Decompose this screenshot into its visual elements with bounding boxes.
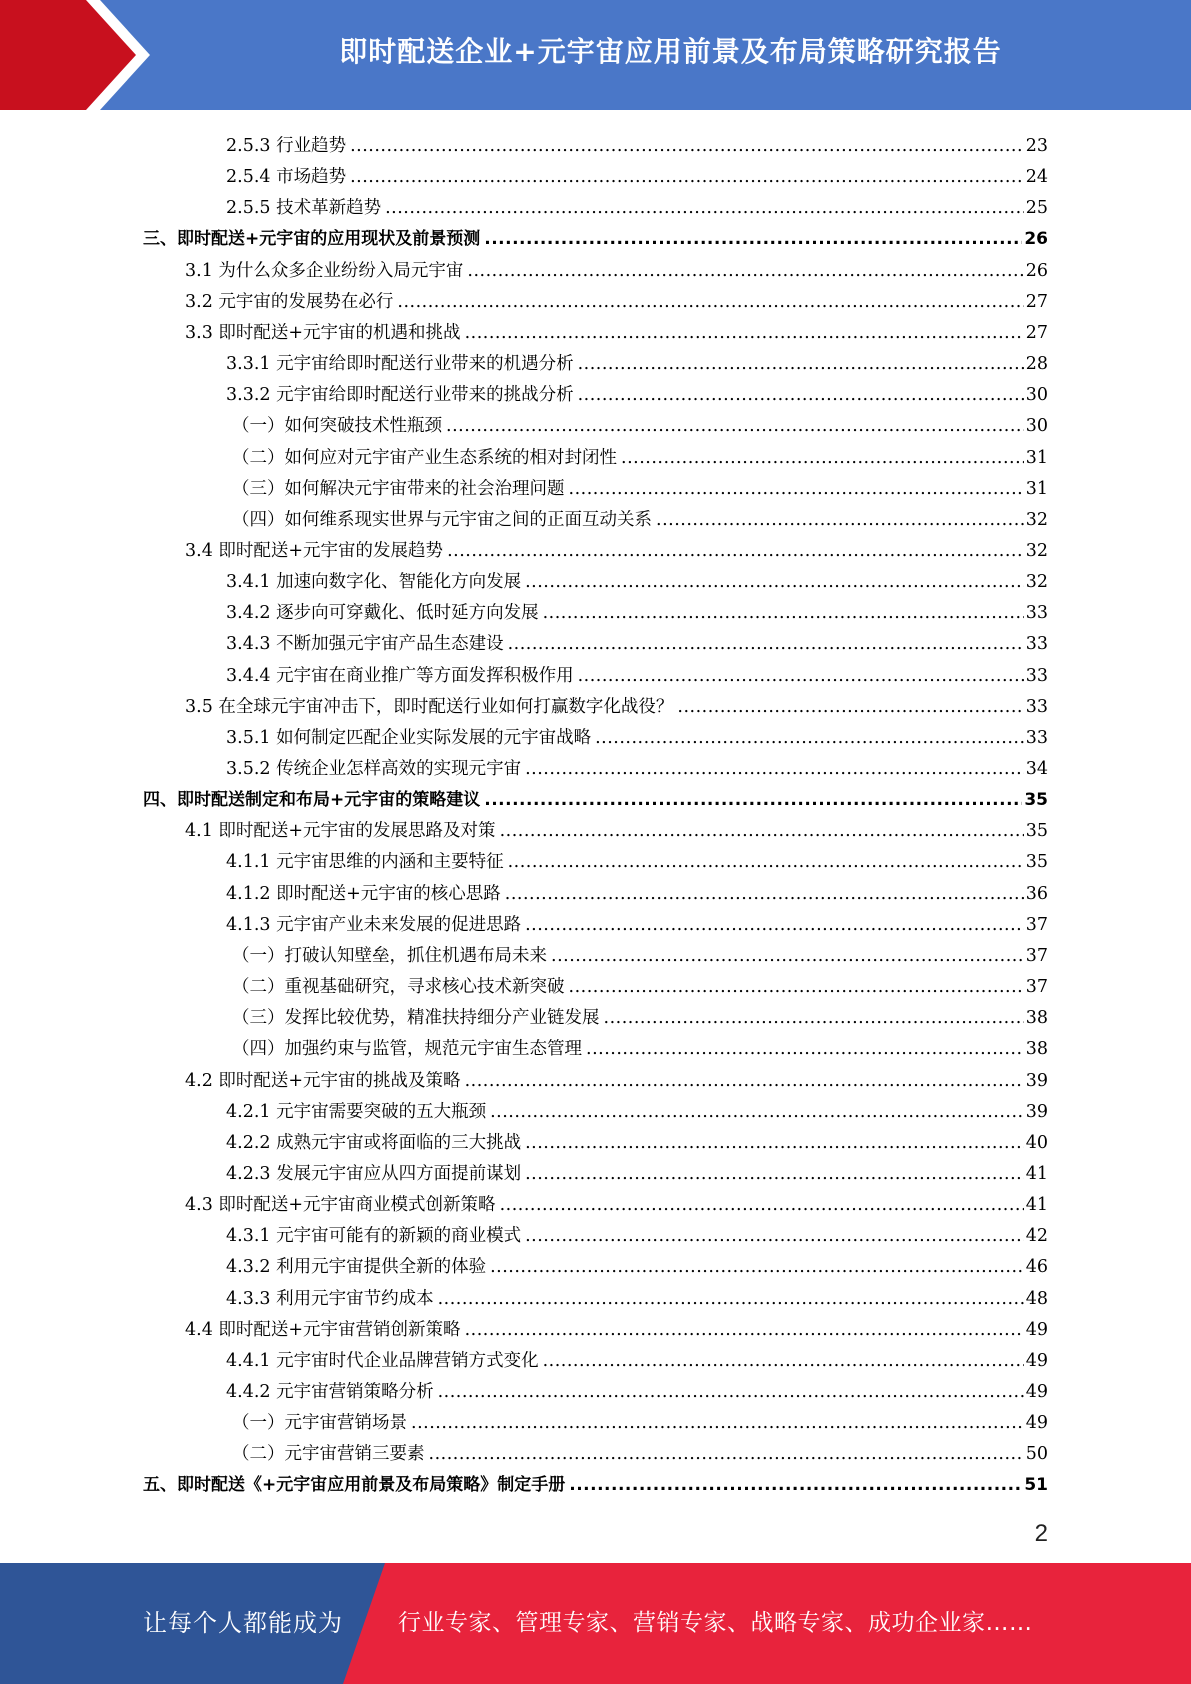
toc-entry-label: 四、即时配送制定和布局+元宇宙的策略建议 — [143, 790, 481, 811]
toc-entry-page: 41 — [1025, 1195, 1048, 1216]
toc-entry-label: （四）如何维系现实世界与元宇宙之间的正面互动关系 — [232, 509, 652, 530]
toc-entry-page: 27 — [1025, 291, 1048, 312]
toc-entry-label: 3.4 即时配送+元宇宙的发展趋势 — [185, 540, 444, 561]
toc-entry[interactable] — [226, 749, 1048, 780]
toc-leader-dots — [621, 447, 1024, 469]
toc-entry[interactable] — [143, 1465, 1048, 1496]
toc-entry[interactable] — [232, 469, 1048, 500]
toc-entry[interactable] — [226, 718, 1048, 749]
toc-leader-dots — [569, 976, 1024, 998]
toc-leader-dots — [525, 1132, 1024, 1154]
toc-entry-label: 4.3 即时配送+元宇宙商业模式创新策略 — [185, 1195, 496, 1216]
toc-entry-page: 30 — [1025, 416, 1048, 437]
toc-leader-dots — [508, 851, 1024, 873]
toc-entry-page: 49 — [1025, 1382, 1048, 1402]
toc-entry-page: 40 — [1025, 1132, 1048, 1153]
toc-entry-page: 35 — [1025, 821, 1048, 842]
toc-entry-label: （二）如何应对元宇宙产业生态系统的相对封闭性 — [232, 447, 617, 468]
toc-entry-label: 4.3.3 利用元宇宙节约成本 — [226, 1288, 434, 1309]
toc-entry[interactable] — [226, 874, 1048, 905]
toc-leader-dots — [569, 1474, 1022, 1496]
toc-entry-page: 49 — [1025, 1413, 1048, 1434]
toc-entry[interactable] — [226, 593, 1048, 624]
header-chevron-icon — [0, 0, 160, 110]
toc-entry[interactable] — [226, 1279, 1048, 1310]
footer-slogan-right: 行业专家、管理专家、营销专家、战略专家、成功企业家…… — [398, 1610, 1033, 1636]
toc-entry[interactable] — [185, 531, 1048, 562]
toc-leader-dots — [525, 571, 1024, 593]
toc-entry-label: 3.3.1 元宇宙给即时配送行业带来的机遇分析 — [226, 354, 574, 375]
toc-leader-dots — [438, 1381, 1024, 1403]
toc-entry[interactable] — [185, 1061, 1048, 1092]
toc-entry-page: 30 — [1025, 385, 1048, 406]
toc-entry-page: 37 — [1025, 914, 1048, 935]
toc-entry-page: 41 — [1025, 1163, 1048, 1184]
toc-entry-page: 49 — [1025, 1350, 1048, 1371]
toc-entry-page: 32 — [1025, 572, 1048, 593]
toc-entry-page: 32 — [1025, 540, 1048, 561]
toc-leader-dots — [525, 914, 1024, 936]
toc-leader-dots — [397, 291, 1023, 313]
toc-entry-label: （二）元宇宙营销三要素 — [232, 1444, 425, 1465]
toc-entry-page: 37 — [1025, 977, 1048, 998]
toc-entry[interactable] — [232, 936, 1048, 967]
toc-entry[interactable] — [232, 1029, 1048, 1060]
toc-entry[interactable] — [226, 1372, 1048, 1403]
footer-slogan-left: 让每个人都能成为 — [143, 1609, 343, 1637]
toc-entry-page: 23 — [1025, 136, 1048, 156]
toc-leader-dots — [578, 665, 1024, 687]
toc-entry-label: 3.1 为什么众多企业纷纷入局元宇宙 — [185, 260, 464, 281]
toc-entry-label: （三）发挥比较优势，精准扶持细分产业链发展 — [232, 1008, 600, 1029]
page-header — [0, 0, 1191, 110]
toc-leader-dots — [465, 1319, 1024, 1341]
toc-entry-label: 3.5.1 如何制定匹配企业实际发展的元宇宙战略 — [226, 727, 592, 748]
toc-entry-page: 28 — [1025, 354, 1048, 375]
toc-entry-page: 50 — [1025, 1444, 1048, 1465]
toc-entry-page: 25 — [1025, 198, 1048, 219]
toc-entry[interactable] — [232, 967, 1048, 998]
toc-leader-dots — [429, 1443, 1024, 1465]
page-footer — [0, 1563, 1191, 1684]
toc-entry[interactable] — [226, 344, 1048, 375]
toc-entry[interactable] — [226, 1154, 1048, 1185]
toc-entry-label: 4.2.1 元宇宙需要突破的五大瓶颈 — [226, 1101, 487, 1122]
toc-entry[interactable] — [185, 1185, 1048, 1216]
toc-entry-page: 38 — [1025, 1008, 1048, 1029]
toc-entry-page: 33 — [1025, 603, 1048, 624]
toc-entry-label: 4.1.3 元宇宙产业未来发展的促进思路 — [226, 914, 522, 935]
toc-leader-dots — [350, 135, 1024, 157]
toc-leader-dots — [525, 1225, 1024, 1247]
toc-entry[interactable] — [226, 562, 1048, 593]
toc-entry-page: 31 — [1025, 447, 1048, 468]
toc-leader-dots — [543, 1350, 1024, 1372]
toc-entry[interactable] — [185, 811, 1048, 842]
toc-entry-label: 3.3.2 元宇宙给即时配送行业带来的挑战分析 — [226, 385, 574, 406]
toc-entry-page: 33 — [1025, 696, 1048, 717]
toc-entry-page: 37 — [1025, 945, 1048, 966]
toc-entry-label: 3.3 即时配送+元宇宙的机遇和挑战 — [185, 322, 461, 343]
toc-entry-label: （四）加强约束与监管，规范元宇宙生态管理 — [232, 1039, 582, 1060]
toc-entry[interactable] — [185, 313, 1048, 344]
toc-entry-page: 27 — [1025, 322, 1048, 343]
toc-entry-label: 3.4.3 不断加强元宇宙产品生态建设 — [226, 634, 504, 655]
toc-entry[interactable] — [185, 1310, 1048, 1341]
toc-entry-label: 三、即时配送+元宇宙的应用现状及前景预测 — [143, 229, 481, 250]
toc-entry-label: （二）重视基础研究，寻求核心技术新突破 — [232, 977, 565, 998]
toc-leader-dots — [484, 789, 1022, 811]
toc-entry-page: 32 — [1025, 509, 1048, 530]
toc-entry[interactable] — [226, 1216, 1048, 1247]
toc-entry-page: 51 — [1024, 1475, 1048, 1496]
toc-entry-page: 34 — [1025, 759, 1048, 779]
toc-entry[interactable] — [185, 251, 1048, 282]
toc-leader-dots — [465, 322, 1024, 344]
toc-entry[interactable] — [226, 1123, 1048, 1154]
toc-entry-page: 24 — [1025, 167, 1048, 188]
toc-leader-dots — [586, 1038, 1024, 1060]
toc-leader-dots — [569, 478, 1024, 500]
toc-entry-page: 26 — [1025, 260, 1048, 281]
toc-entry[interactable] — [226, 126, 1048, 157]
toc-entry-label: （一）如何突破技术性瓶颈 — [232, 416, 442, 437]
toc-leader-dots — [484, 228, 1022, 250]
toc-entry[interactable] — [232, 406, 1048, 437]
toc-leader-dots — [467, 260, 1023, 282]
toc-leader-dots — [411, 1412, 1024, 1434]
toc-entry[interactable] — [232, 438, 1048, 469]
toc-entry[interactable] — [143, 780, 1048, 811]
toc-leader-dots — [465, 1070, 1024, 1092]
toc-entry-label: 4.2.2 成熟元宇宙或将面临的三大挑战 — [226, 1132, 522, 1153]
toc-leader-dots — [500, 1194, 1024, 1216]
toc-entry-label: 4.3.1 元宇宙可能有的新颖的商业模式 — [226, 1226, 522, 1247]
toc-entry-page: 42 — [1025, 1226, 1048, 1247]
toc-entry-label: 3.4.1 加速向数字化、智能化方向发展 — [226, 572, 522, 593]
toc-entry[interactable] — [232, 1403, 1048, 1434]
toc-leader-dots — [578, 384, 1024, 406]
toc-entry-label: 3.4.2 逐步向可穿戴化、低时延方向发展 — [226, 603, 539, 624]
toc-entry-label: 2.5.3 行业趋势 — [226, 136, 347, 156]
toc-entry-label: 4.2.3 发展元宇宙应从四方面提前谋划 — [226, 1163, 522, 1184]
toc-entry[interactable] — [226, 656, 1048, 687]
toc-leader-dots — [551, 945, 1024, 967]
toc-entry[interactable] — [185, 687, 1048, 718]
toc-entry[interactable] — [226, 842, 1048, 873]
toc-entry-page: 26 — [1024, 229, 1048, 250]
toc-entry[interactable] — [226, 624, 1048, 655]
toc-entry-label: （三）如何解决元宇宙带来的社会治理问题 — [232, 478, 565, 499]
toc-entry[interactable] — [232, 998, 1048, 1029]
toc-entry-label: 3.5.2 传统企业怎样高效的实现元宇宙 — [226, 759, 522, 779]
toc-leader-dots — [543, 602, 1024, 624]
toc-entry-page: 46 — [1025, 1257, 1048, 1278]
toc-entry-page: 33 — [1025, 634, 1048, 655]
toc-leader-dots — [490, 1256, 1024, 1278]
toc-entry-label: 4.4.1 元宇宙时代企业品牌营销方式变化 — [226, 1350, 539, 1371]
toc-entry-page: 49 — [1025, 1319, 1048, 1340]
toc-leader-dots — [505, 883, 1024, 905]
toc-entry[interactable] — [232, 500, 1048, 531]
toc-entry-label: 4.4 即时配送+元宇宙营销创新策略 — [185, 1319, 461, 1340]
toc-entry[interactable] — [143, 219, 1048, 250]
toc-entry-label: 4.4.2 元宇宙营销策略分析 — [226, 1382, 434, 1402]
toc-leader-dots — [595, 727, 1024, 749]
toc-entry-page: 35 — [1025, 852, 1048, 873]
toc-entry-page: 33 — [1025, 727, 1048, 748]
toc-leader-dots — [525, 1163, 1024, 1185]
toc-entry[interactable] — [226, 375, 1048, 406]
toc-entry-label: （一）元宇宙营销场景 — [232, 1413, 407, 1434]
toc-entry-page: 39 — [1025, 1101, 1048, 1122]
toc-entry-page: 31 — [1025, 478, 1048, 499]
toc-entry-label: 3.5 在全球元宇宙冲击下，即时配送行业如何打赢数字化战役？ — [185, 696, 674, 717]
toc-entry-label: 4.1.1 元宇宙思维的内涵和主要特征 — [226, 852, 504, 873]
toc-entry-label: 4.1 即时配送+元宇宙的发展思路及对策 — [185, 821, 496, 842]
toc-leader-dots — [677, 696, 1023, 718]
toc-leader-dots — [490, 1101, 1024, 1123]
toc-leader-dots — [350, 166, 1024, 188]
toc-entry[interactable] — [232, 1434, 1048, 1465]
toc-entry[interactable] — [226, 1247, 1048, 1278]
toc-leader-dots — [385, 197, 1024, 219]
toc-entry-label: 2.5.5 技术革新趋势 — [226, 198, 382, 219]
toc-entry[interactable] — [226, 188, 1048, 219]
toc-entry-label: 4.3.2 利用元宇宙提供全新的体验 — [226, 1257, 487, 1278]
toc-entry-page: 39 — [1025, 1070, 1048, 1091]
toc-entry-page: 38 — [1025, 1039, 1048, 1060]
toc-leader-dots — [578, 353, 1024, 375]
toc-leader-dots — [656, 509, 1024, 531]
toc-entry-page: 48 — [1025, 1288, 1048, 1309]
document-title: 即时配送企业+元宇宙应用前景及布局策略研究报告 — [339, 35, 1002, 68]
toc-entry-page: 36 — [1025, 883, 1048, 904]
toc-entry-label: 五、即时配送《+元宇宙应用前景及布局策略》制定手册 — [143, 1475, 566, 1496]
toc-leader-dots — [525, 758, 1024, 780]
toc-entry[interactable] — [226, 905, 1048, 936]
toc-leader-dots — [447, 540, 1024, 562]
toc-entry[interactable] — [226, 1092, 1048, 1123]
toc-entry-page: 33 — [1025, 665, 1048, 686]
page-number: 2 — [1034, 1520, 1048, 1547]
toc-entry[interactable] — [226, 157, 1048, 188]
toc-entry-label: 4.2 即时配送+元宇宙的挑战及策略 — [185, 1070, 461, 1091]
toc-leader-dots — [604, 1007, 1024, 1029]
toc-entry-label: 3.4.4 元宇宙在商业推广等方面发挥积极作用 — [226, 665, 574, 686]
toc-entry[interactable] — [226, 1341, 1048, 1372]
toc-entry-label: 3.2 元宇宙的发展势在必行 — [185, 291, 394, 312]
toc-leader-dots — [500, 820, 1024, 842]
toc-leader-dots — [438, 1288, 1024, 1310]
toc-leader-dots — [508, 633, 1024, 655]
toc-entry-label: 2.5.4 市场趋势 — [226, 167, 347, 188]
toc-entry[interactable] — [185, 282, 1048, 313]
toc-entry-label: 4.1.2 即时配送+元宇宙的核心思路 — [226, 883, 501, 904]
toc-entry-label: （一）打破认知壁垒，抓住机遇布局未来 — [232, 945, 547, 966]
toc-leader-dots — [446, 415, 1024, 437]
toc-entry-page: 35 — [1024, 790, 1048, 811]
